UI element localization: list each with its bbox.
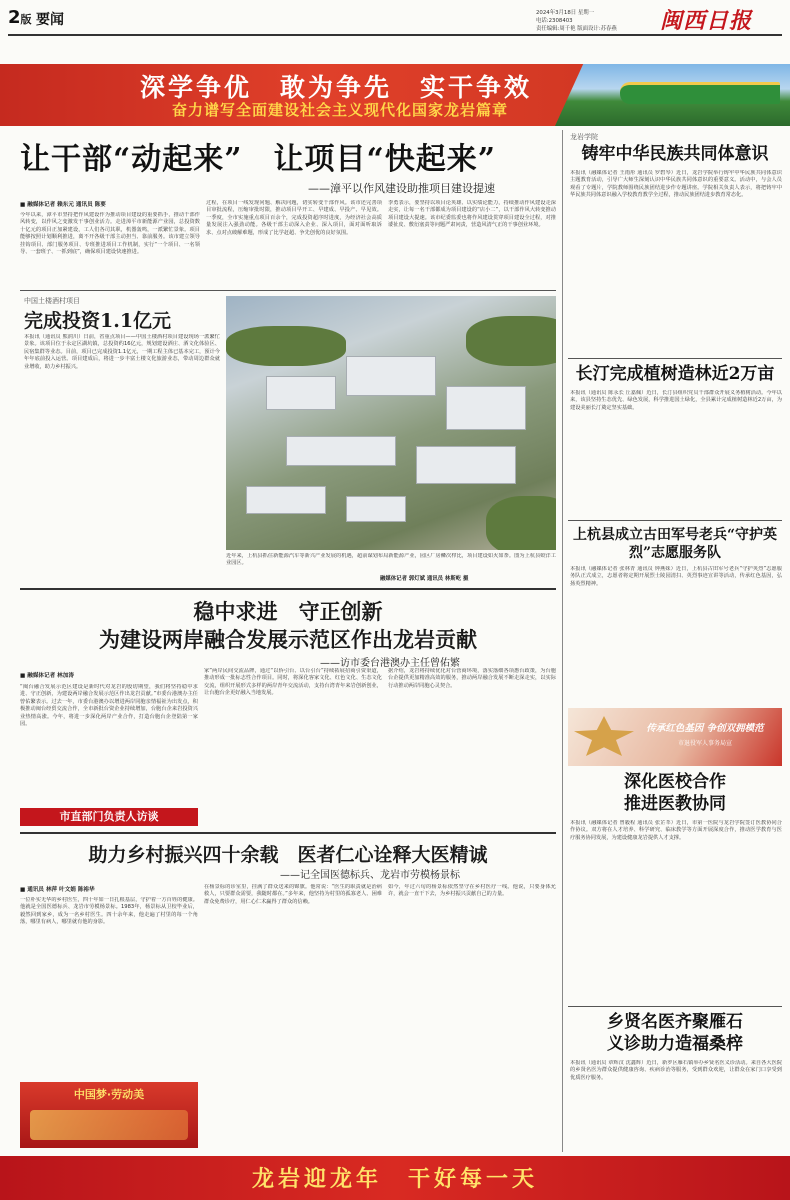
right-rule-1: [568, 358, 782, 359]
banner-subheadline: 奋力谱写全面建设社会主义现代化国家龙岩篇章: [172, 101, 509, 119]
lead-rule: [20, 290, 556, 291]
right-body-1: 本报讯（融媒体记者 王雨彤 通讯员 罗碧琴）近日，龙岩学院举行铸牢中华民族共同体意识主题教育活动，引导广大师生深刻认识中华民族共同体意识的重要意义。活动中，与会人员观看了专题片，学院教师围绕民族团结进步作专题讲座。学院相关负责人表示，将把铸牢中华民族共同体意识融入学校教育教学全过程，推动民族团结进步教育常态化。: [570, 170, 782, 199]
right-body-2: 本报讯（通讯员 陈永长 丘嘉佩）近日，长汀县组织党员干部群众开展义务植树活动。今年以来，该县坚持生态优先、绿色发展，科学推进国土绿化，全县累计完成植树造林近2万亩，为建设美丽长汀奠定坚实基础。: [570, 390, 782, 411]
page-suffix: 版: [20, 13, 32, 26]
lead-col-1: 今年以来，漳平市坚持把作风建设作为推动项目建设的重要抓手，推动干部作风转变，以作风之变激发干事创业活力。走进漳平市新能源产业园，总投资数十亿元的项目正加紧建设，工人们各司其职，机器轰鸣，一派繁忙景象。项目能够按照计划顺利推进，离不开各级干部主动担当、靠前服务。该市建立领导挂钩项目、部门服务项目、专班推进项目工作机制，实行“一个项目、一名领导、一套班子、一抓到底”，确保项目建设快速推进。: [20, 212, 200, 256]
labor-series-label: 中国梦·劳动美: [73, 1088, 145, 1101]
phone-line: 电话:2308403: [536, 17, 573, 24]
labor-series-badge: [20, 1082, 198, 1148]
interview-headline-2: 为建设两岸融合发展示范区作出龙岩贡献: [99, 627, 477, 652]
lead-subtitle: ——漳平以作风建设助推项目建设提速: [308, 182, 495, 195]
banner: [0, 64, 790, 126]
med-body: 本报讯（融媒体记者 曾毅程 通讯员 张芷莘）近日，市第一医院与龙岩学院签订医教协同合作协议。双方将在人才培养、科学研究、临床教学等方面开展深度合作，推动医学教育与医疗服务协同发展，为建设健康龙岩提供人才支撑。: [570, 820, 782, 841]
page-number: 2版: [8, 7, 32, 28]
doctor-byline: ■ 通讯员 林萍 叶文娟 陈裕华: [20, 887, 95, 893]
header-rule: [8, 34, 782, 36]
footer-banner: [0, 1156, 790, 1200]
lead-col-2: 过程，在项目一线发现问题、解决问题，切实转变干部作风。该市还完善项目审批流程，压缩审批时限，推动项目早开工、早建成、早投产、早见效。一季度，全市实施重点项目百余个，完成投资超序时进度，为经济社会高质量发展注入强劲动能。各级干部主动深入企业、深入项目，面对面听取诉求、点对点破解难题，形成了比学赶超、争先创优的良好氛围。: [206, 200, 382, 236]
second-story-rule: [20, 588, 556, 590]
photo-credit: 融媒体记者 郭灯斌 通讯员 林斯屹 摄: [380, 576, 469, 582]
header-meta: [536, 10, 617, 33]
project-kicker: 中国土楼酒村项目: [24, 297, 80, 305]
right-body-3: 本报讯（融媒体记者 张林青 通讯员 钟燕妹）近日，上杭县古田军号老兵“守护英烈”志愿服务队正式成立，志愿者将定期开展烈士陵园清扫、英烈事迹宣讲等活动，传承红色基因，弘扬英烈精神。: [570, 566, 782, 587]
interview-col-2: 家”两岸民间交流品牌，通过“以侨引台、以台引台”持续拓展招商引资渠道，推动形成一批标志性合作项目。同时，将深化客家文化、红色文化、生态文化交流，组织开展形式多样的两岸青年交流活动，支持台湾青年来岩创新创业，让台胞台企更好融入当地发展。: [204, 668, 382, 697]
right-column-divider: [562, 130, 563, 1152]
clinic-body: 本报讯（通讯员 章辉汉 沈鑫辉）近日，新罗区雁石镇举办乡贤名医义诊活动。来自各大医院的乡贤名医为群众提供健康咨询、疾病诊治等服务，受到群众欢迎，让群众在家门口享受到优质医疗服务。: [570, 1060, 782, 1081]
interview-series-tag: 市直部门负责人访谈: [20, 808, 198, 826]
doctor-subtitle: ——记全国医德标兵、龙岩市劳模杨景标: [280, 870, 460, 881]
right-headline-3: 上杭县成立古田军号老兵“守护英烈”志愿服务队: [572, 527, 778, 561]
industrial-park-photo: [226, 296, 556, 550]
project-body: 本报讯（通讯员 熊润川）日前，省重点项目——中国土楼酒村项目建设现场一派繁忙景象。该项目位于永定区湖坑镇，总投资约16亿元，规划建设酒庄、酒文化体验区、民宿集群等业态。目前，项目已完成投资1.1亿元，一期工程主体已基本完工，预计今年年底前投入运营。项目建成后，将进一步丰富土楼文化旅游业态，带动周边群众就业增收，助力乡村振兴。: [24, 334, 220, 370]
banner-headline: 深学争优 敢为争先 实干争效: [140, 73, 533, 102]
worker-icon: [30, 1110, 188, 1140]
lead-headline: 让干部“动起来” 让项目“快起来”: [20, 142, 497, 177]
issue-date: 2024年3月18日 星期一: [536, 10, 595, 16]
interview-headline-1: 稳中求进 守正创新: [193, 599, 383, 624]
veterans-ad-sponsor: 市退役军人事务局宣: [677, 740, 732, 747]
clinic-headline-1: 乡贤名医齐聚雁石: [607, 1012, 743, 1032]
veterans-ad: [568, 708, 782, 766]
star-icon: [574, 716, 634, 756]
clinic-headline-2: 义诊助力造福桑梓: [607, 1034, 743, 1054]
project-headline: 完成投资1.1亿元: [24, 310, 172, 332]
doctor-col-1: 一位朴实无华的乡村医生，四十年如一日扎根基层，守护着一方百姓的健康。他就是全国医德标兵、龙岩市劳模杨景标。1983年，杨景标从卫校毕业后，毅然回到家乡，成为一名乡村医生。四十余年来，他走遍了村里的每一个角落，哪里有病人，哪里就有他的身影。: [20, 897, 198, 926]
editor-line: 责任编辑:周千艳 版面设计:苏春燕: [536, 25, 617, 32]
lead-col-3: 李勇表示，要坚持以项目论英雄、以实绩论能力，持续推动作风建设走深走实，让每一名干部都成为项目建设的“店小二”，以干部作风大转变推动项目建设大提速。该市纪委监委也将作风建设贯穿项目建设全过程，对推诿扯皮、敷衍塞责等问题严肃问责，营造风清气正的干事创业环境。: [388, 200, 556, 229]
interview-byline: ■ 融媒体记者 林加涛: [20, 673, 74, 679]
lead-byline: ■ 融媒体记者 赖东元 通讯员 陈要: [20, 202, 106, 208]
veterans-ad-slogan: 传承红色基因 争创双拥模范: [646, 723, 764, 734]
right-headline-1: 铸牢中华民族共同体意识: [581, 144, 769, 164]
doctor-col-2: 在杨景标的诊室里，挂满了群众送来的锦旗。他常说：“医生的职责就是治病救人，只要群众需要，我随时都在。”多年来，他坚持为村里的孤寡老人、困难群众免费诊疗，用仁心仁术赢得了群众的信赖。: [204, 884, 382, 905]
right-rule-2: [568, 520, 782, 521]
photo-caption: 近年来，上杭县抓住新能源汽车等新兴产业发展的机遇，超前谋划布局新能源产业，园区厂房鳞次栉比，项目建设如火如荼。图为上杭县蛟洋工业园区。: [226, 553, 556, 567]
masthead-logo: 闽西日报: [660, 8, 753, 34]
interview-col-3: 据介绍，龙岩将持续优化对台营商环境，落实落细各项惠台政策，为台胞台企提供更加精准高效的服务，推动两岸融合发展不断走深走实，以实际行动推动两岸同胞心灵契合。: [388, 668, 556, 689]
right-rule-3: [568, 1006, 782, 1007]
med-headline-2: 推进医教协同: [624, 794, 726, 814]
med-headline-1: 深化医校合作: [624, 772, 726, 792]
right-headline-2: 长汀完成植树造林近2万亩: [575, 364, 775, 384]
interview-col-1: “闽台融合发展示范区建设是新时代对龙岩的殷切期望，我们将坚持稳中求进、守正创新，为建设两岸融合发展示范区作出龙岩贡献。”市委台港澳办主任曾佑繁表示。过去一年，市委台港澳办以增进两岸同胞亲情福祉为出发点，积极推动闽台经贸交流合作，全市新批台资企业持续增加，台胞台企来岩投资兴业热情高涨。今年，将进一步深化两岸产业合作，打造台胞台企登陆第一家园。: [20, 684, 198, 728]
right-column-tag: 龙岩学院: [570, 133, 598, 141]
train-icon: [620, 82, 780, 104]
third-story-rule: [20, 832, 556, 834]
doctor-headline: 助力乡村振兴四十余载 医者仁心诠释大医精诚: [88, 844, 488, 866]
doctor-col-3: 如今，年过六旬的杨景标依然坚守在乡村医疗一线。他说，只要身体允许，就会一直干下去，为乡村振兴贡献自己的力量。: [388, 884, 556, 898]
section-title: 要闻: [36, 12, 64, 28]
footer-slogan: 龙岩迎龙年 干好每一天: [251, 1166, 538, 1192]
interview-subtitle: ——访市委台港澳办主任曾佑繁: [320, 658, 460, 669]
